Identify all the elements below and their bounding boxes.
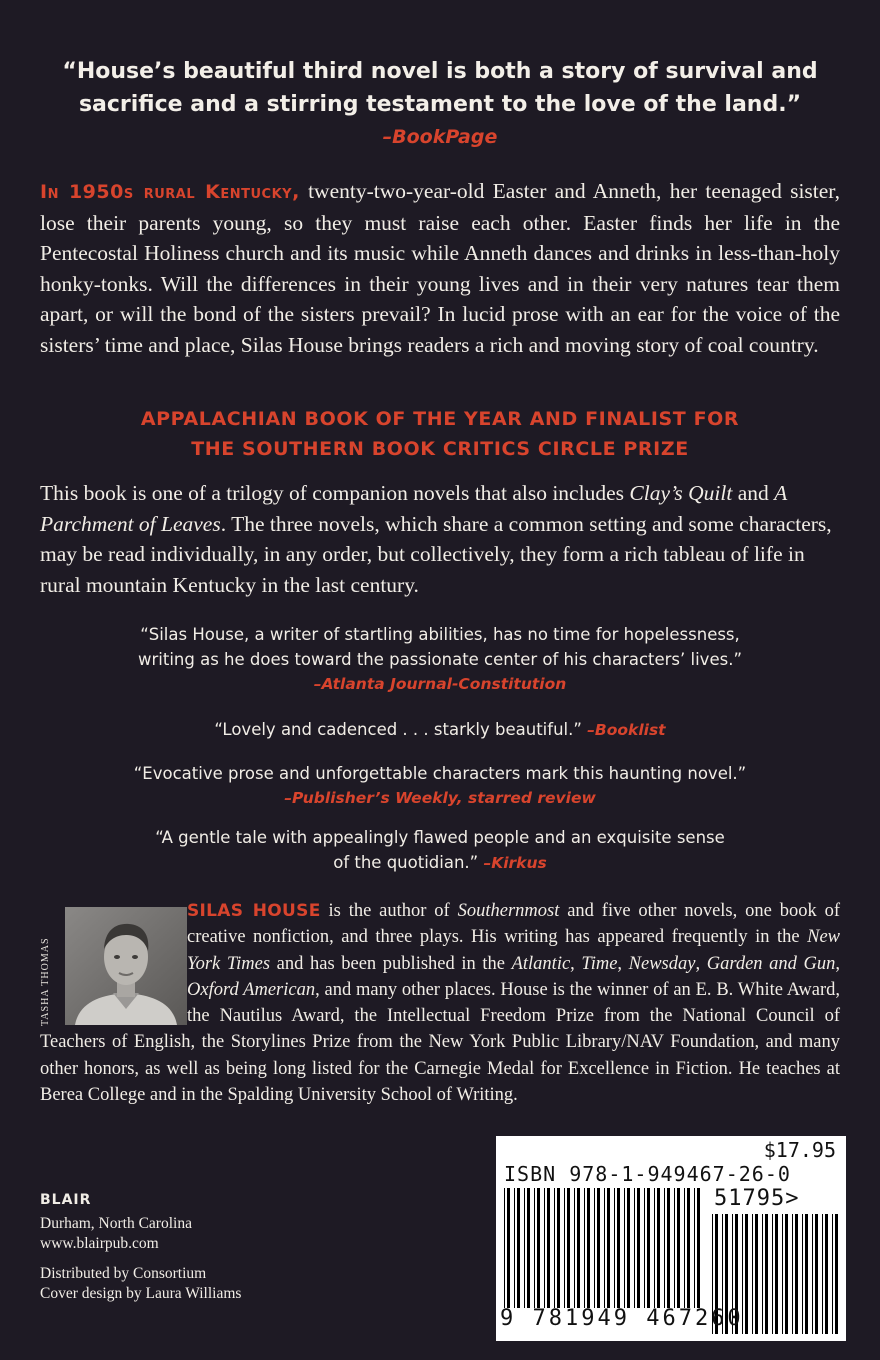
review-quote-line: of the quotidian.” — [333, 853, 479, 872]
barcode-panel — [496, 1136, 846, 1341]
publisher-imprint — [40, 1190, 340, 1304]
barcode-bar — [644, 1188, 645, 1308]
barcode-bar — [577, 1188, 580, 1308]
barcode-bar — [805, 1214, 808, 1334]
description-text: twenty-two-year-old Easter and Anneth, her teenaged sister, lose their parents young, so they must raise each other. Easter finds her life in the Pentecostal Holiness church and its music while Anneth dances and drinks in less-than-holy honky-tonks. Will the differences in their young lives and in their very natures tear them apart, or will the bond of the sisters prevail? In lucid prose with an ear for the voice of the sisters’ time and place, Silas House brings readers a rich and moving story of coal country. — [40, 179, 840, 357]
trilogy-text-3: . The three novels, which share a common setting and some characters, may be read individually, in any order, but collectively, they form a rich tableau of life in rural mountain Kentucky in the last century. — [40, 511, 832, 597]
barcode-bar — [554, 1188, 555, 1308]
review-quote-ajc — [40, 622, 840, 696]
barcode-bar — [762, 1214, 763, 1334]
barcode-bar — [547, 1188, 550, 1308]
distributor: Distributed by Consortium — [40, 1265, 207, 1282]
barcode-bar — [654, 1188, 655, 1308]
barcode-bar — [567, 1188, 570, 1308]
barcode-bar — [614, 1188, 615, 1308]
barcode-bar — [564, 1188, 565, 1308]
title-clays-quilt: Clay’s Quilt — [629, 481, 733, 505]
barcode-bar — [607, 1188, 610, 1308]
bio-text: , — [835, 953, 841, 974]
barcode-bar — [684, 1188, 685, 1308]
review-quote-line: “Evocative prose and unforgettable characters mark this haunting novel.” — [133, 764, 747, 783]
barcode-bar — [514, 1188, 515, 1308]
barcode-bar — [755, 1214, 758, 1334]
bio-text: , and many other places. House is the winner of an E. B. White Award, the Nautilus Award, the Intellectual Freedom Prize from the National Council of Teachers of English, the Storylines Prize from the New York Public Library/NAV Foundation, and many other honors, as well as being long listed for the Carnegie Medal for Excellence in Fiction. He teaches at Berea College and in the Spalding University School of Writing. — [40, 979, 840, 1106]
barcode-bar — [832, 1214, 833, 1334]
barcode-bar — [647, 1188, 650, 1308]
description-lead: In 1950s rural Kentucky, — [40, 181, 300, 203]
barcode-bar — [544, 1188, 545, 1308]
bio-text: is the author of — [320, 901, 458, 921]
barcode-bar — [782, 1214, 783, 1334]
bio-text: and has been published in the — [270, 953, 512, 974]
lead-quote-source: –BookPage — [382, 126, 498, 148]
barcode-bar — [775, 1214, 778, 1334]
lead-quote: “House’s beautiful third novel is both a story of survival and sacrifice and a stirring testament to the love of the land.” — [62, 59, 818, 117]
title-parchment-of-leaves: A Parchment of Leaves — [40, 481, 787, 536]
barcode-bar — [795, 1214, 798, 1334]
ean-digits: 9 781949 467260 — [500, 1306, 744, 1331]
review-quote-booklist — [40, 717, 840, 742]
bio-title: Newsday — [628, 953, 696, 974]
bio-text: , — [570, 953, 582, 974]
author-name: SILAS HOUSE — [187, 901, 321, 921]
review-quote-line: “Lovely and cadenced . . . starkly beautiful.” — [214, 720, 582, 739]
review-quote-source: –Atlanta Journal-Constitution — [313, 675, 567, 693]
barcode-bar — [527, 1188, 530, 1308]
barcode-bar — [745, 1214, 748, 1334]
barcode-bar — [677, 1188, 680, 1308]
barcode-bar — [792, 1214, 793, 1334]
barcode-bar — [822, 1214, 823, 1334]
bio-text: and five other novels, one book of creative nonfiction, and three plays. His writing has appeared frequently in the — [187, 901, 840, 948]
barcode-bar — [815, 1214, 818, 1334]
award-heading — [40, 404, 840, 464]
author-bio — [40, 898, 840, 1108]
bio-title: Garden and Gun — [706, 953, 836, 974]
review-quote-source: –Booklist — [587, 721, 666, 739]
review-quote-line: “Silas House, a writer of startling abilities, has no time for hopelessness, — [140, 625, 740, 644]
barcode-bar — [587, 1188, 590, 1308]
barcode-bar — [694, 1188, 695, 1308]
bio-text: , — [617, 953, 629, 974]
cover-design-credit: Cover design by Laura Williams — [40, 1285, 242, 1302]
barcode-bar — [504, 1188, 505, 1308]
barcode-bar — [697, 1188, 700, 1308]
barcode-bar — [594, 1188, 595, 1308]
review-quote-publishers-weekly — [40, 761, 840, 810]
barcode-bar — [835, 1214, 838, 1334]
review-quote-source: –Publisher’s Weekly, starred review — [284, 789, 596, 807]
photo-credit: TASHA THOMAS — [40, 937, 51, 1026]
barcode-bar — [637, 1188, 640, 1308]
trilogy-text-1: This book is one of a trilogy of companion novels that also includes — [40, 481, 630, 505]
bio-title: Southernmost — [457, 901, 560, 921]
publisher-name: BLAIR — [40, 1192, 92, 1208]
barcode-bar — [752, 1214, 753, 1334]
barcode-bar — [674, 1188, 675, 1308]
barcode-bar — [624, 1188, 625, 1308]
barcode-bar — [574, 1188, 575, 1308]
review-quote-kirkus — [40, 825, 840, 875]
bio-title: Time — [581, 953, 618, 974]
barcode-bar — [634, 1188, 635, 1308]
barcode-main — [504, 1188, 704, 1308]
barcode-bar — [524, 1188, 525, 1308]
bio-text: , — [695, 953, 707, 974]
barcode-bar — [785, 1214, 788, 1334]
barcode-bar — [664, 1188, 665, 1308]
review-quote-line: writing as he does toward the passionate center of his characters’ lives.” — [138, 650, 742, 669]
barcode-bar — [557, 1188, 560, 1308]
isbn: ISBN 978-1-949467-26-0 — [504, 1162, 791, 1186]
barcode-bar — [772, 1214, 773, 1334]
bio-title: New York Times — [187, 927, 840, 974]
publisher-city: Durham, North Carolina — [40, 1215, 192, 1232]
award-line-2: THE SOUTHERN BOOK CRITICS CIRCLE PRIZE — [191, 438, 689, 460]
barcode-bar — [507, 1188, 510, 1308]
barcode-bar — [667, 1188, 670, 1308]
price: $17.95 — [763, 1138, 836, 1162]
barcode-bar — [584, 1188, 585, 1308]
barcode-addon-digits: 51795> — [714, 1186, 800, 1211]
trilogy-note — [40, 478, 840, 600]
barcode-bar — [517, 1188, 520, 1308]
barcode-bar — [597, 1188, 600, 1308]
publisher-website: www.blairpub.com — [40, 1235, 159, 1252]
barcode-bar — [765, 1214, 768, 1334]
barcode-bar — [604, 1188, 605, 1308]
bio-title: Oxford American — [187, 979, 316, 1000]
bio-title: Atlantic — [511, 953, 571, 974]
review-quote-line: “A gentle tale with appealingly flawed people and an exquisite sense — [155, 828, 725, 847]
barcode-bar — [802, 1214, 803, 1334]
review-quote-source: –Kirkus — [483, 854, 547, 872]
barcode-bar — [537, 1188, 540, 1308]
barcode-bar — [657, 1188, 660, 1308]
book-description — [40, 176, 840, 361]
barcode-bar — [687, 1188, 690, 1308]
barcode-bar — [627, 1188, 630, 1308]
barcode-bar — [812, 1214, 813, 1334]
barcode-bar — [534, 1188, 535, 1308]
award-line-1: APPALACHIAN BOOK OF THE YEAR AND FINALIST FOR — [140, 408, 740, 430]
barcode-bar — [617, 1188, 620, 1308]
trilogy-text-2: and — [732, 481, 775, 505]
barcode-bar — [825, 1214, 828, 1334]
